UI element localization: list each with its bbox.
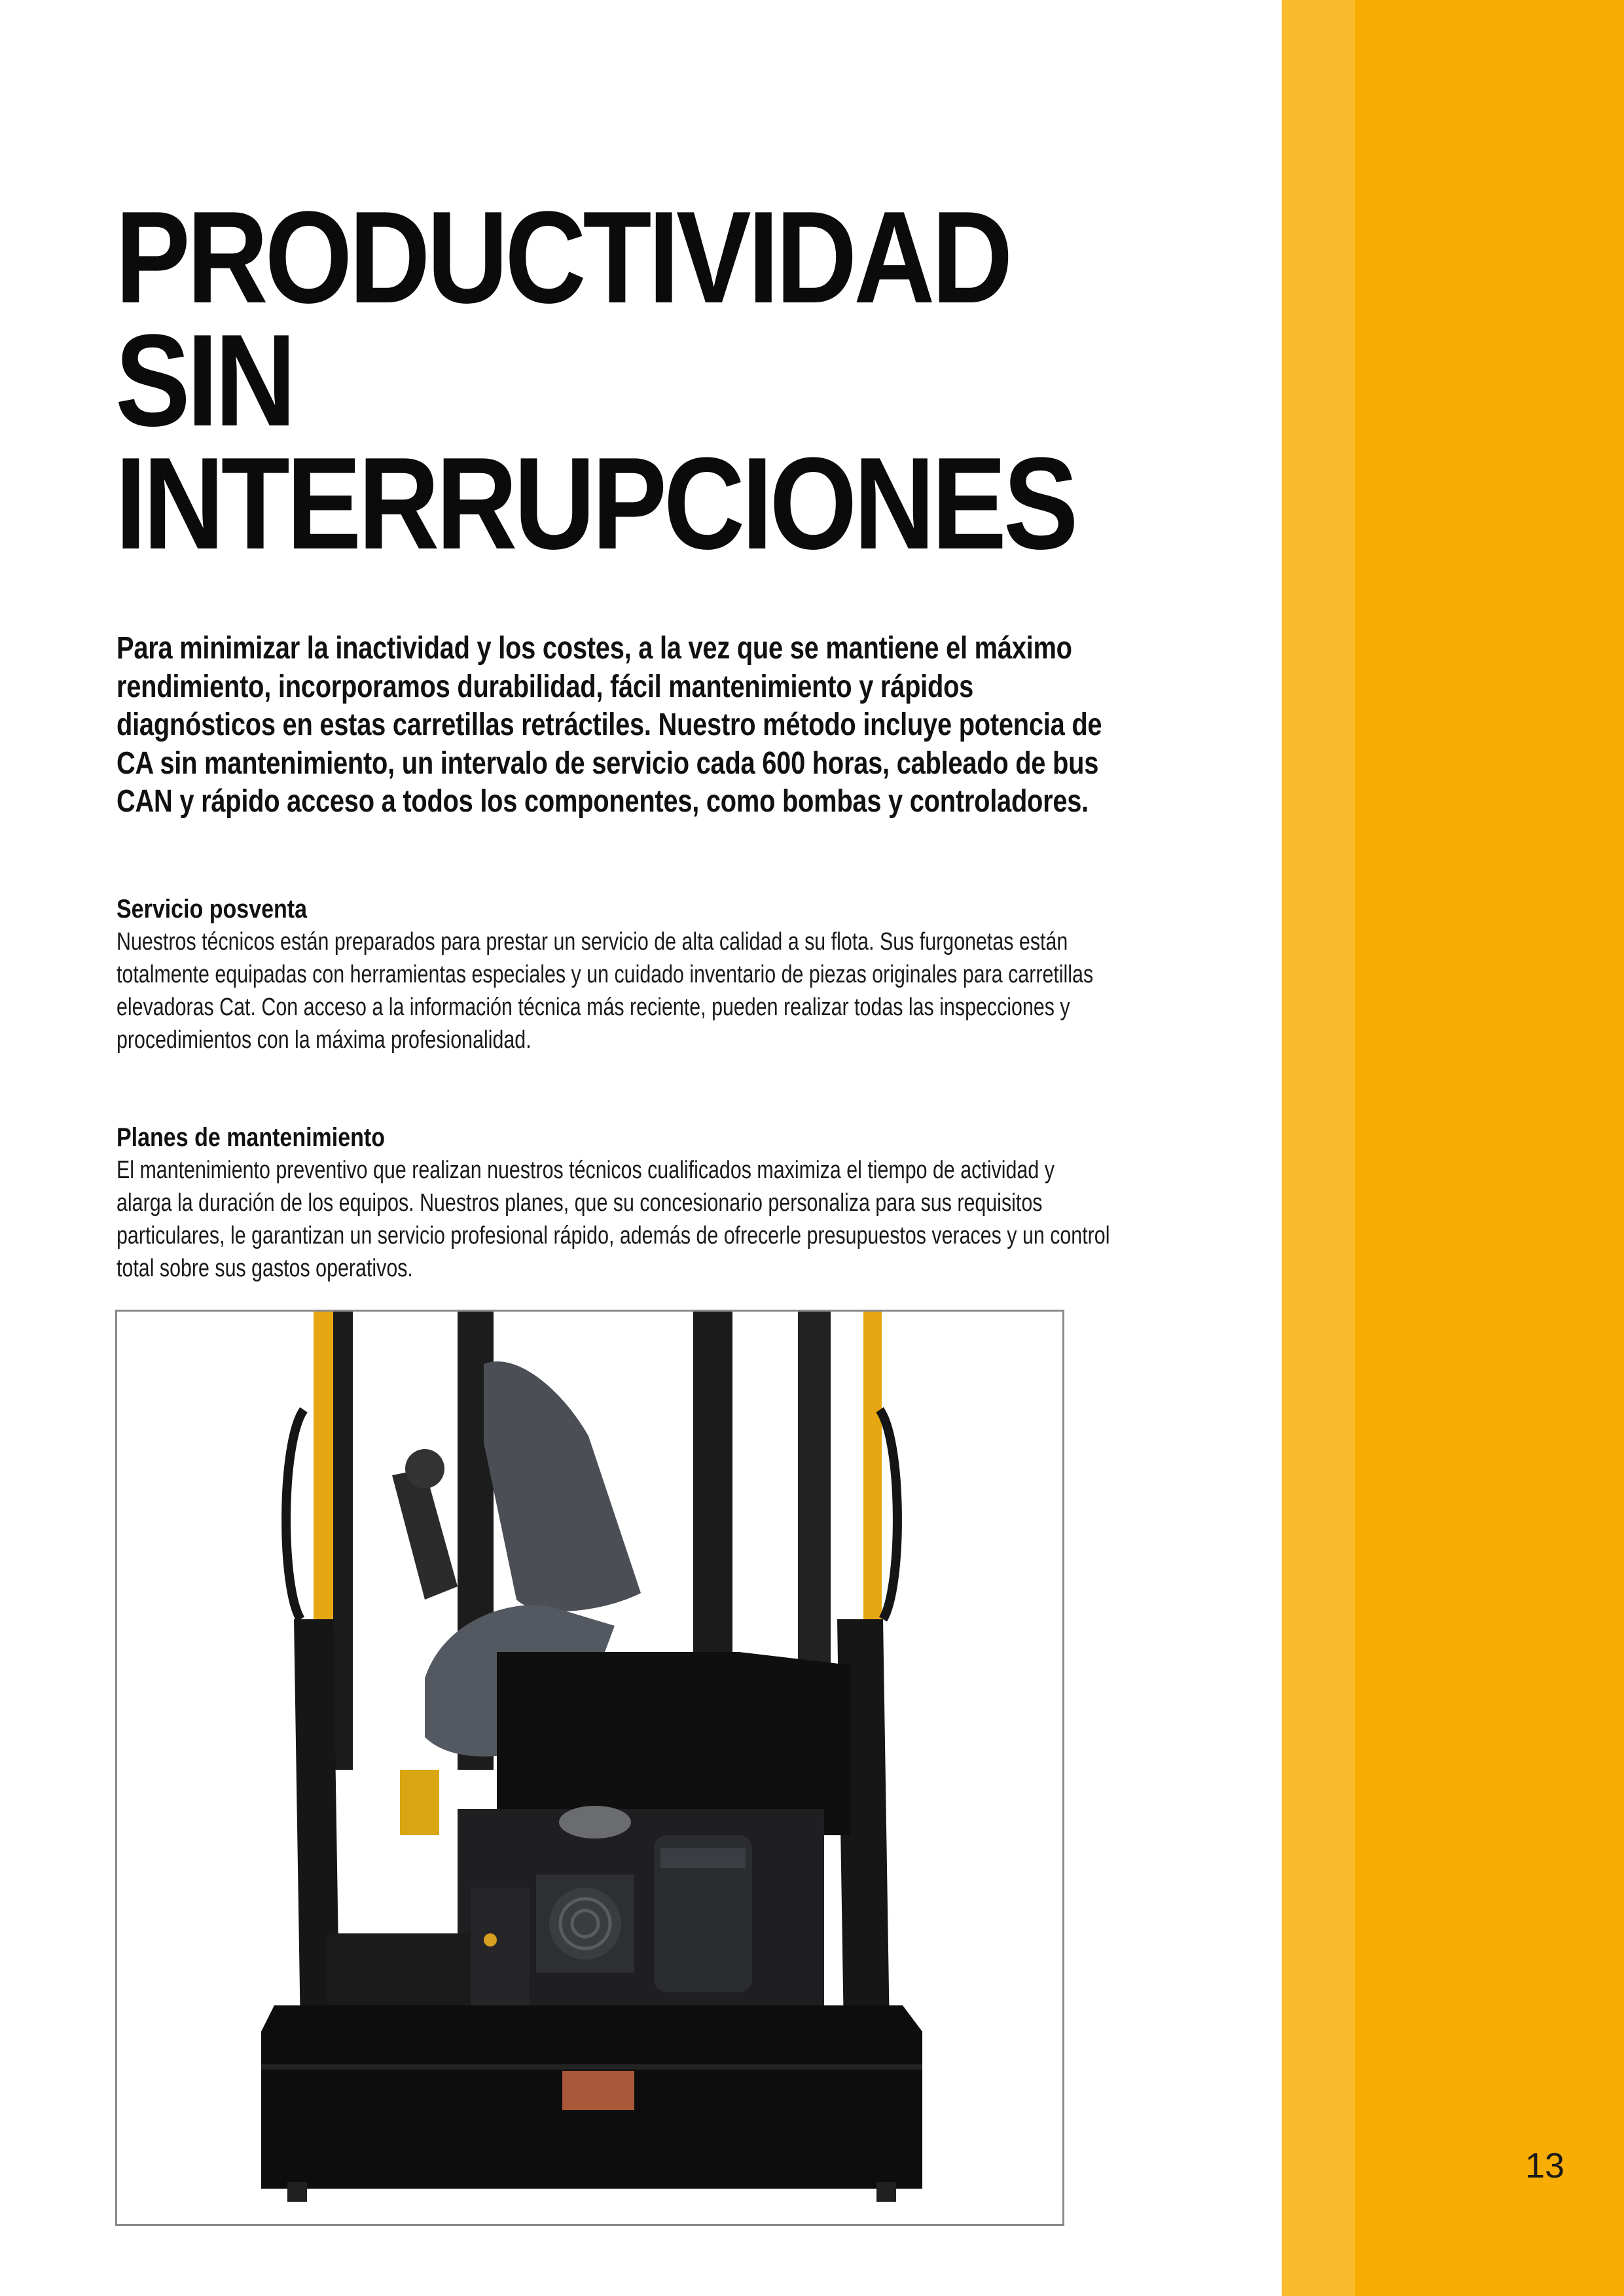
page-title xyxy=(115,185,1075,577)
accent-band xyxy=(1355,0,1624,2296)
section-heading-servicio-posventa: Servicio posventa xyxy=(117,895,308,924)
section-body-servicio-posventa: Nuestros técnicos están preparados para prestar un servicio de alta calidad a su flota. Sus furgonetas están totalmente equipadas con herramientas especiales y un cuidado inventario de piezas originales para carretillas elevadoras Cat. Con acceso a la información técnica más reciente, pueden realizar todas las inspecciones y procedimientos con la máxima profesionalidad. xyxy=(117,928,1094,1054)
page-number: 13 xyxy=(1525,2146,1565,2185)
forklift-photo xyxy=(115,1310,1064,2226)
accent-band-light xyxy=(1282,0,1355,2296)
page-title-line-3: INTERRUPCIONES xyxy=(115,431,1075,577)
section-body-planes-mantenimiento: El mantenimiento preventivo que realizan nuestros técnicos cualificados maximiza el tiempo de actividad y alarga la duración de los equipos. Nuestros planes, que su concesionario personaliza para sus requisitos particulares, le garantizan un servicio profesional rápido, además de ofrecerle presupuestos veraces y un control total sobre sus gastos operativos. xyxy=(117,1157,1110,1282)
section-heading-planes-mantenimiento: Planes de mantenimiento xyxy=(117,1123,385,1152)
page-title-line-1: PRODUCTIVIDAD xyxy=(115,185,1010,331)
lead-paragraph: Para minimizar la inactividad y los costes, a la vez que se mantiene el máximo rendimiento, incorporamos durabilidad, fácil mantenimiento y rápidos diagnósticos en estas carretillas retráctiles. Nuestro método incluye potencia de CA sin mantenimiento, un intervalo de servicio cada 600 horas, cableado de bus CAN y rápido acceso a todos los componentes, como bombas y controladores. xyxy=(117,631,1102,819)
page-title-line-2: SIN xyxy=(115,308,293,454)
forklift-illustration xyxy=(117,1312,1062,2224)
